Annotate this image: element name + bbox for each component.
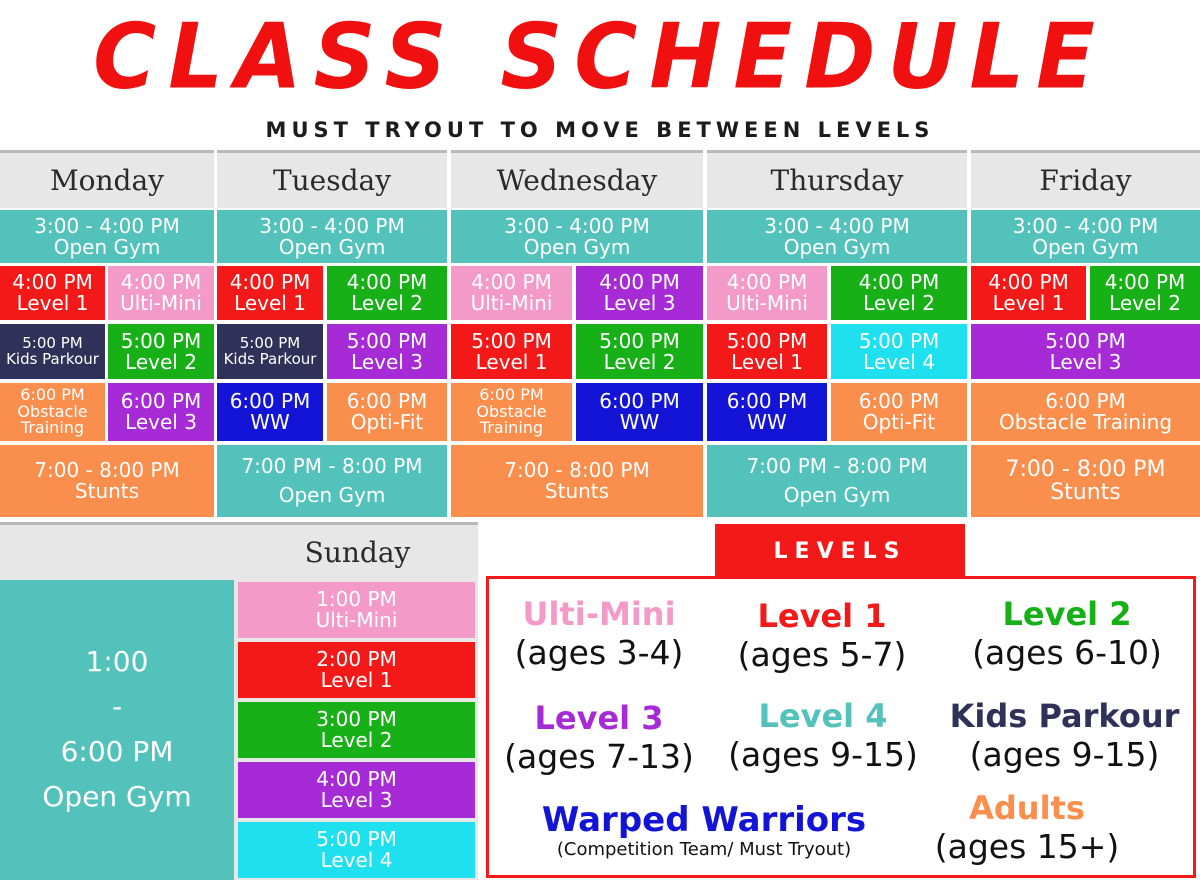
slot-label: Obstacle (476, 401, 547, 421)
sunday-start-time: 1:00 (85, 645, 149, 679)
monday-5pm-kids-parkour (0, 324, 105, 379)
levels-heading: LEVELS (715, 524, 965, 578)
level-ages: (ages 7-13) (504, 737, 694, 776)
wednesday-6pm-ww (576, 383, 703, 441)
monday-6pm-level3 (108, 383, 214, 441)
level-warped-warriors (509, 801, 899, 861)
slot-time: 5:00 PM (22, 333, 83, 352)
slot-label: Level 1 (731, 349, 803, 374)
slot-label: Stunts (74, 479, 140, 503)
slot-time: 6:00 PM (1045, 389, 1126, 413)
level-name: Level 2 (1002, 595, 1132, 633)
slot-time: 6:00 PM (120, 389, 202, 413)
day-header-friday: Friday (971, 150, 1200, 208)
slot-time: 3:00 - 4:00 PM (504, 213, 650, 238)
slot-label: WW (619, 410, 660, 434)
wednesday-6pm-obstacle-training (451, 383, 572, 441)
sunday-end-time: 6:00 PM (60, 735, 174, 768)
day-header-wednesday: Wednesday (451, 150, 703, 208)
slot-time: 4:00 PM (346, 270, 428, 294)
slot-label: Open Gym (783, 483, 891, 507)
slot-label: Level 4 (320, 848, 393, 872)
slot-label: Ulti-Mini (726, 291, 808, 315)
slot-time: 3:00 PM (316, 707, 397, 731)
slot-label: Level 3 (320, 788, 393, 812)
slot-time: 5:00 PM (239, 333, 301, 352)
slot-label: Level 2 (351, 291, 423, 315)
slot-time: 7:00 PM - 8:00 PM (746, 454, 928, 478)
slot-label: WW (747, 410, 787, 434)
thursday-6pm-opti-fit (831, 383, 967, 441)
sunday-open-gym (0, 580, 234, 880)
tuesday-5pm-kids-parkour (217, 324, 323, 379)
slot-label: Level 1 (992, 291, 1065, 315)
slot-label: Open Gym (783, 234, 891, 259)
slot-time: 2:00 PM (316, 647, 397, 671)
slot-time: 7:00 PM - 8:00 PM (241, 454, 423, 478)
level-name: Warped Warriors (541, 800, 867, 840)
level-level4 (717, 697, 929, 775)
friday-open-gym (971, 210, 1200, 263)
slot-time: 4:00 PM (12, 270, 93, 294)
slot-time: 6:00 PM (479, 384, 544, 404)
thursday-open-gym (707, 210, 967, 263)
slot-time: 3:00 - 4:00 PM (259, 213, 405, 238)
level-name: Kids Parkour (949, 697, 1180, 735)
page-title: CLASS SCHEDULE (93, 4, 1107, 110)
monday-5pm-level2 (108, 324, 214, 379)
slot-time: 5:00 PM (316, 827, 397, 851)
slot-label: Obstacle Training (998, 410, 1173, 434)
slot-time: 5:00 PM (471, 328, 552, 353)
monday-evening-stunts (0, 445, 214, 517)
slot-label: Open Gym (278, 234, 386, 259)
slot-label: Level 3 (1049, 349, 1122, 374)
slot-time: 5:00 PM (858, 328, 940, 353)
day-header-tuesday: Tuesday (217, 150, 447, 208)
slot-time: 7:00 - 8:00 PM (1005, 456, 1166, 482)
levels-box (486, 576, 1196, 878)
level-adults (929, 789, 1125, 867)
sunday-dash: - (111, 690, 123, 724)
slot-label: Opti-Fit (862, 410, 936, 434)
level-level1 (717, 597, 927, 675)
level-ages: (ages 5-7) (737, 635, 907, 674)
friday-5pm-level3 (971, 324, 1200, 379)
slot-time: 6:00 PM (726, 389, 808, 413)
slot-time: 4:00 PM (1104, 270, 1186, 294)
day-header-thursday: Thursday (707, 150, 967, 208)
slot-label: Level 4 (863, 349, 935, 374)
level-ages: (ages 15+) (934, 827, 1120, 866)
slot-label: Kids Parkour (223, 349, 317, 368)
slot-label: Level 2 (320, 728, 393, 752)
slot-label: Open Gym (53, 234, 161, 259)
tuesday-6pm-ww (217, 383, 323, 441)
slot-time: 3:00 - 4:00 PM (34, 213, 180, 238)
slot-label: Level 2 (125, 349, 197, 374)
level-ages: (ages 3-4) (514, 633, 684, 672)
thursday-5pm-level1 (707, 324, 827, 379)
slot-label: Level 2 (603, 349, 676, 374)
sunday-3pm-level2 (238, 702, 475, 758)
tuesday-5pm-level3 (327, 324, 447, 379)
slot-label: Level 1 (475, 349, 548, 374)
thursday-evening-open-gym (707, 445, 967, 517)
slot-time: 4:00 PM (471, 270, 552, 294)
slot-label: Open Gym (278, 483, 386, 507)
tuesday-4pm-level2 (327, 266, 447, 320)
slot-time: 5:00 PM (346, 328, 428, 353)
slot-label: Open Gym (523, 234, 631, 259)
friday-evening-stunts (971, 445, 1200, 517)
wednesday-5pm-level1 (451, 324, 572, 379)
slot-label: Opti-Fit (350, 410, 424, 434)
slot-time: 5:00 PM (599, 328, 680, 353)
thursday-4pm-ulti-mini (707, 266, 827, 320)
slot-time: 3:00 - 4:00 PM (764, 213, 910, 238)
wednesday-5pm-level2 (576, 324, 703, 379)
friday-4pm-level2 (1090, 266, 1200, 320)
monday-6pm-obstacle-training (0, 383, 105, 441)
wednesday-4pm-level3 (576, 266, 703, 320)
slot-time: 7:00 - 8:00 PM (34, 458, 180, 482)
slot-label: Ulti-Mini (315, 608, 398, 632)
slot-label: Level 3 (603, 291, 676, 315)
slot-label: Ulti-Mini (470, 291, 553, 315)
slot-time: 4:00 PM (120, 270, 202, 294)
slot-label: Level 2 (863, 291, 935, 315)
slot-label: Level 2 (1109, 291, 1181, 315)
level-ulti-mini (494, 595, 704, 673)
tuesday-6pm-opti-fit (327, 383, 447, 441)
slot-label: Stunts (1050, 480, 1121, 505)
level-name: Level 3 (534, 699, 664, 737)
slot-time: 6:00 PM (20, 384, 85, 404)
sunday-open-gym-label: Open Gym (42, 779, 192, 813)
wednesday-evening-stunts (451, 445, 703, 517)
thursday-6pm-ww (707, 383, 827, 441)
sunday-4pm-level3 (238, 762, 475, 818)
level-name: Adults (969, 789, 1085, 827)
level-name: Level 1 (757, 597, 887, 635)
slot-label: Kids Parkour (6, 349, 99, 368)
slot-label: Stunts (544, 479, 610, 503)
slot-time: 6:00 PM (346, 389, 428, 413)
wednesday-open-gym (451, 210, 703, 263)
level-ages: (ages 9-15) (728, 735, 918, 774)
level-name: Ulti-Mini (522, 595, 676, 633)
slot-label: Training (479, 418, 544, 438)
level-name: Level 4 (758, 697, 888, 735)
slot-time: 6:00 PM (229, 389, 311, 413)
slot-label: Training (20, 418, 85, 438)
friday-6pm-obstacle-training (971, 383, 1200, 441)
level-ages: (ages 9-15) (969, 735, 1160, 774)
level-note: (Competition Team/ Must Tryout) (556, 839, 852, 860)
slot-time: 4:00 PM (316, 767, 397, 791)
slot-label: Level 1 (16, 291, 89, 315)
sunday-5pm-level4 (238, 822, 475, 878)
level-kids-parkour (937, 697, 1192, 775)
level-ages: (ages 6-10) (972, 633, 1162, 672)
slot-label: Open Gym (1032, 234, 1139, 259)
monday-4pm-ulti-mini (108, 266, 214, 320)
slot-time: 5:00 PM (120, 328, 202, 353)
tuesday-open-gym (217, 210, 447, 263)
slot-label: Obstacle (17, 401, 88, 421)
slot-time: 4:00 PM (858, 270, 940, 294)
tuesday-evening-open-gym (217, 445, 447, 517)
slot-time: 6:00 PM (599, 389, 680, 413)
slot-label: WW (250, 410, 290, 434)
slot-time: 5:00 PM (1045, 328, 1126, 353)
slot-label: Level 1 (320, 668, 393, 692)
slot-time: 4:00 PM (726, 270, 808, 294)
level-level3 (492, 699, 706, 777)
slot-time: 4:00 PM (229, 270, 311, 294)
slot-label: Level 3 (125, 410, 197, 434)
slot-time: 5:00 PM (726, 328, 808, 353)
friday-4pm-level1 (971, 266, 1086, 320)
sunday-2pm-level1 (238, 642, 475, 698)
monday-4pm-level1 (0, 266, 105, 320)
sunday-1pm-ulti-mini (238, 582, 475, 638)
slot-time: 4:00 PM (599, 270, 680, 294)
tuesday-4pm-level1 (217, 266, 323, 320)
day-header-monday: Monday (0, 150, 214, 208)
slot-time: 3:00 - 4:00 PM (1012, 213, 1159, 238)
slot-time: 1:00 PM (316, 587, 397, 611)
thursday-5pm-level4 (831, 324, 967, 379)
thursday-4pm-level2 (831, 266, 967, 320)
monday-open-gym (0, 210, 214, 263)
day-header-sunday: Sunday (304, 535, 411, 569)
wednesday-4pm-ulti-mini (451, 266, 572, 320)
slot-label: Level 3 (351, 349, 423, 374)
slot-time: 6:00 PM (858, 389, 940, 413)
slot-time: 4:00 PM (988, 270, 1069, 294)
slot-label: Level 1 (234, 291, 306, 315)
page-subtitle: MUST TRYOUT TO MOVE BETWEEN LEVELS (265, 118, 935, 142)
slot-label: Ulti-Mini (120, 291, 202, 315)
level-level2 (959, 595, 1175, 673)
slot-time: 7:00 - 8:00 PM (504, 458, 650, 482)
